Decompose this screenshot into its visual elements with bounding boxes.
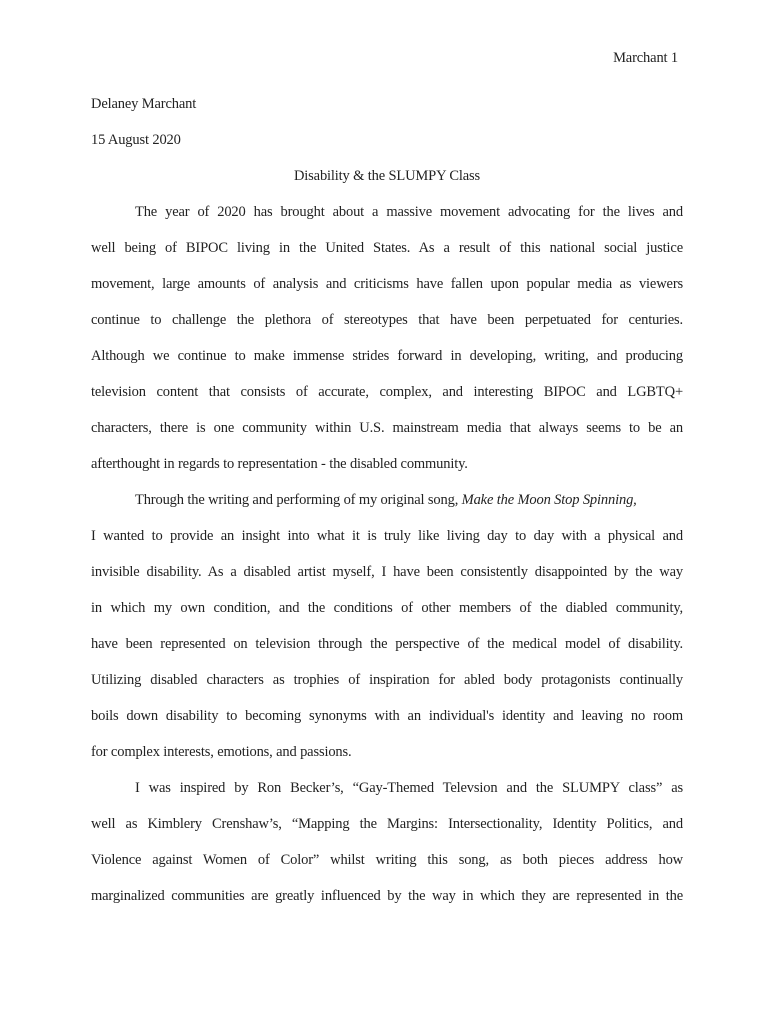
paragraph-line-text: Through the writing and performing of my original song, bbox=[135, 492, 462, 508]
paragraph-line: I wanted to provide an insight into what it is truly like living day to day with a physical and bbox=[91, 528, 683, 544]
paragraph-line: The year of 2020 has brought about a massive movement advocating for the lives and bbox=[135, 204, 683, 220]
paragraph-line: television content that consists of accurate, complex, and interesting BIPOC and LGBTQ+ bbox=[91, 384, 683, 400]
paragraph-line: marginalized communities are greatly influenced by the way in which they are represented in the bbox=[91, 888, 683, 904]
paragraph-line: boils down disability to becoming synonyms with an individual's identity and leaving no room bbox=[91, 708, 683, 724]
paragraph-line: have been represented on television through the perspective of the medical model of disability. bbox=[91, 636, 683, 652]
paragraph-3 bbox=[91, 778, 683, 922]
date-line: 15 August 2020 bbox=[91, 132, 181, 148]
paragraph-line: in which my own condition, and the conditions of other members of the diabled community, bbox=[91, 600, 683, 616]
song-title: Make the Moon Stop Spinning, bbox=[461, 492, 637, 508]
paragraph-1 bbox=[91, 202, 683, 490]
running-head: Marchant 1 bbox=[613, 50, 678, 66]
paragraph-line: well being of BIPOC living in the United States. As a result of this national social justice bbox=[91, 240, 683, 256]
document-body bbox=[91, 94, 683, 922]
paragraph-line: afterthought in regards to representation - the disabled community. bbox=[91, 456, 468, 472]
paragraph-line: Violence against Women of Color” whilst writing this song, as both pieces address how bbox=[91, 852, 683, 868]
paragraph-line: invisible disability. As a disabled artist myself, I have been consistently disappointed by the way bbox=[91, 564, 683, 580]
paragraph-2 bbox=[91, 490, 683, 778]
paragraph-line: Utilizing disabled characters as trophies of inspiration for abled body protagonists continually bbox=[91, 672, 683, 688]
paragraph-line: for complex interests, emotions, and passions. bbox=[91, 744, 352, 760]
paragraph-line: I was inspired by Ron Becker’s, “Gay-Themed Televsion and the SLUMPY class” as bbox=[135, 780, 683, 796]
paragraph-line: continue to challenge the plethora of stereotypes that have been perpetuated for centuries. bbox=[91, 312, 683, 328]
essay-title: Disability & the SLUMPY Class bbox=[293, 168, 481, 184]
author-name: Delaney Marchant bbox=[91, 96, 197, 112]
paragraph-line: well as Kimblery Crenshaw’s, “Mapping the Margins: Intersectionality, Identity Politics, and bbox=[91, 816, 683, 832]
paragraph-line: movement, large amounts of analysis and criticisms have fallen upon popular media as viewers bbox=[91, 276, 683, 292]
paragraph-line bbox=[91, 490, 683, 526]
paragraph-line: characters, there is one community within U.S. mainstream media that always seems to be an bbox=[91, 420, 683, 436]
paragraph-line: Although we continue to make immense strides forward in developing, writing, and producing bbox=[91, 348, 683, 364]
